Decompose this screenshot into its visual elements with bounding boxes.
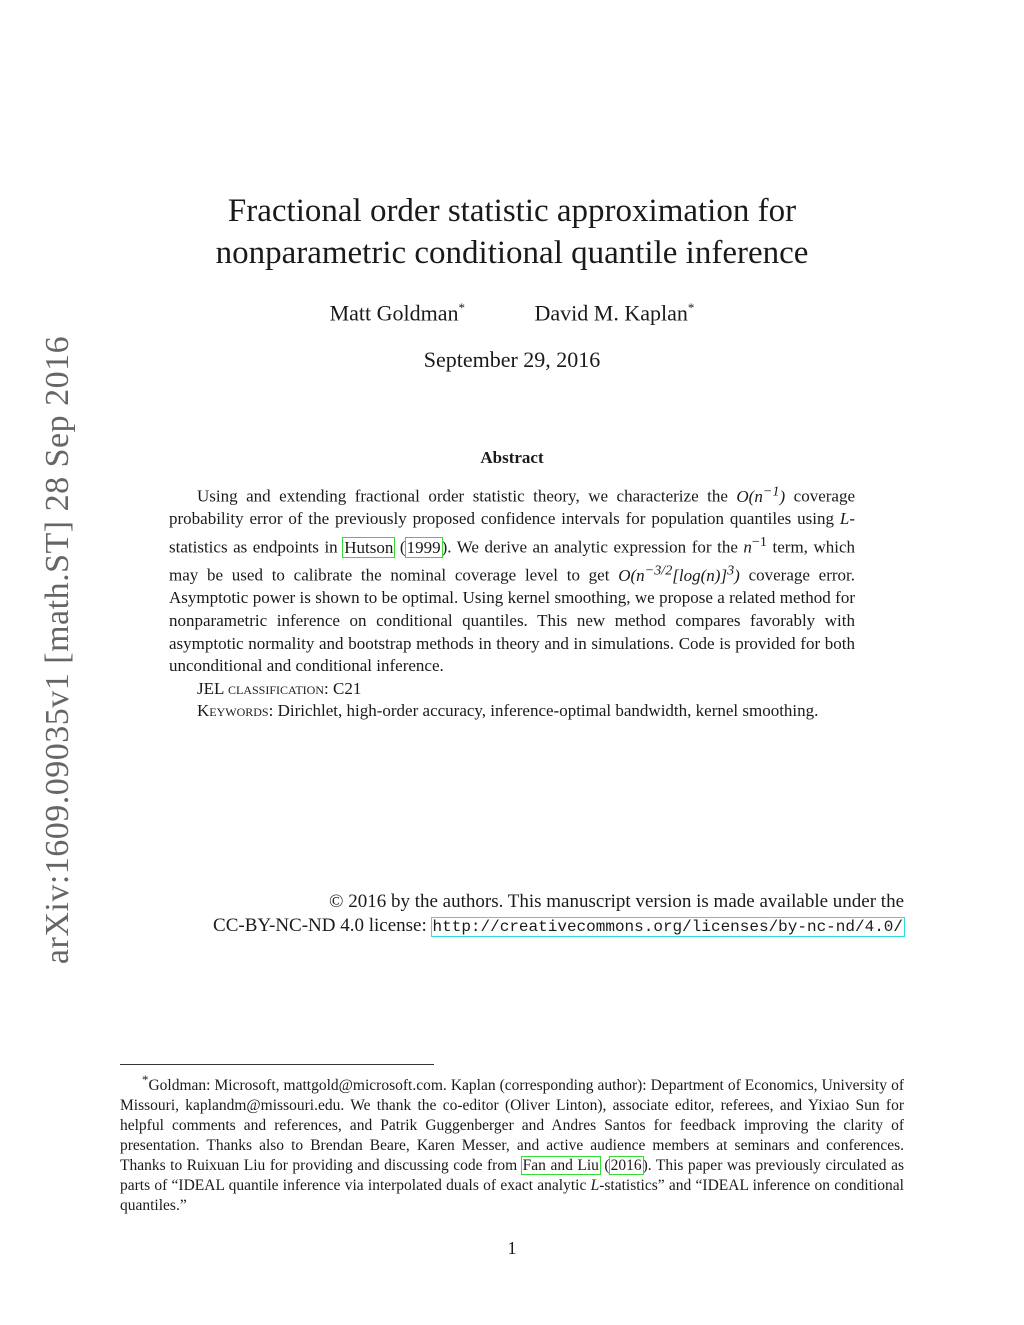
abstract-text: -statistics as endpoints in — [169, 509, 855, 557]
author-list — [0, 300, 1024, 326]
title-line-2: nonparametric conditional quantile inference — [215, 235, 809, 271]
footnote-text: -statistics” and “IDEAL inference on conditional quantiles.” — [120, 1177, 904, 1215]
license-line-2 — [120, 914, 904, 939]
math-exponent: 3 — [727, 562, 735, 579]
citation-link-fan-and-liu[interactable]: Fan and Liu — [522, 1157, 599, 1175]
abstract-text: coverage probability error of the previously proposed confidence intervals for population quantiles using — [169, 486, 855, 529]
jel-value: C21 — [328, 678, 362, 698]
keywords — [169, 700, 855, 723]
citation-year-link-1999[interactable]: 1999 — [406, 537, 441, 557]
math-text: (n — [630, 565, 645, 585]
math-text: [log(n)] — [672, 565, 728, 585]
math-expression — [736, 483, 786, 506]
abstract-paragraph — [169, 480, 855, 678]
math-exponent: −3/2 — [644, 562, 673, 579]
footnote-text: This paper was previously circulated as parts of “IDEAL quantile inference via interpolated duals of exact analytic — [120, 1157, 904, 1195]
citation-year-link-2016[interactable]: 2016 — [610, 1157, 642, 1175]
keywords-value: Dirichlet, high-order accuracy, inference-optimal bandwidth, kernel smoothing. — [273, 701, 819, 721]
abstract-text: We derive an analytic expression for the — [451, 537, 744, 557]
arxiv-identifier-stamp: arXiv:1609.09035v1 [math.ST] 28 Sep 2016 — [39, 335, 76, 965]
footnote-mark: * — [142, 1072, 149, 1087]
math-text: ) — [734, 565, 740, 585]
page-number: 1 — [507, 1238, 517, 1258]
title-line-1: Fractional order statistic approximation for — [227, 193, 797, 229]
author-name: David M. Kaplan — [534, 300, 688, 326]
math-text: O(n — [736, 486, 763, 506]
abstract-text: coverage error. Asymptotic power is shown to be optimal. Using kernel smoothing, we propose a related method for nonparametric inference on conditional quantiles. This new method compares favorably with asymptotic normality and bootstrap methods in theory and in simulations. Code is provided for both unconditional and conditional inference. — [169, 565, 855, 676]
keywords-label: Keywords: — [197, 701, 274, 721]
citation-paren: ( — [394, 537, 406, 557]
paper-date: September 29, 2016 — [423, 347, 601, 372]
footnote-mark[interactable]: * — [687, 300, 695, 315]
footnote-text: Goldman: Microsoft, mattgold@microsoft.com. Kaplan (corresponding author): Department of Economics, University of Missouri, kaplandm@missouri.edu. We thank the co-editor (Oliver Linton), associate editor, referees, and Yixiao Sun for helpful comments and references, and Patrik Guggenberger and Andres Santos for feedback improving the clarity of presentation. Thanks also to Brendan Beare, Karen Messer, and active audience members at seminars and conferences. Thanks to Ruixuan Liu for providing and discussing code from — [120, 1077, 904, 1175]
math-symbol: L — [839, 509, 850, 529]
jel-label: JEL classification: — [197, 678, 329, 698]
abstract-text: Using and extending fractional order statistic theory, we characterize the — [197, 486, 737, 506]
citation-paren: ). — [441, 537, 452, 557]
abstract-text: term, which may be used to calibrate the nominal coverage level to get — [169, 537, 856, 585]
math-symbol: L — [590, 1177, 600, 1195]
math-exponent: −1 — [751, 533, 767, 550]
citation-paren: ). — [642, 1157, 652, 1175]
footnote — [120, 1070, 904, 1216]
abstract-body — [169, 480, 855, 723]
footnote-divider — [120, 1064, 434, 1065]
citation-paren: ( — [599, 1157, 610, 1175]
math-text: O — [618, 565, 631, 585]
license-url-link[interactable]: http://creativecommons.org/licenses/by-nc-nd/4.0/ — [432, 918, 903, 936]
jel-classification — [169, 678, 855, 701]
math-symbol: n — [743, 537, 752, 557]
citation-link-hutson[interactable]: Hutson — [344, 537, 394, 557]
license-line-1: © 2016 by the authors. This manuscript version is made available under the — [329, 891, 904, 912]
math-expression — [618, 562, 740, 585]
math-exponent: −1 — [762, 483, 780, 499]
author-goldman — [330, 300, 465, 326]
paper-title — [0, 190, 1024, 274]
author-name: Matt Goldman — [329, 300, 459, 326]
math-text: ) — [779, 486, 786, 506]
footnote-paragraph — [120, 1070, 904, 1216]
license-notice — [120, 890, 904, 939]
footnote-mark[interactable]: * — [458, 300, 466, 315]
license-prefix: CC-BY-NC-ND 4.0 license: — [213, 915, 432, 936]
author-kaplan — [535, 300, 695, 326]
abstract-heading: Abstract — [480, 448, 544, 467]
